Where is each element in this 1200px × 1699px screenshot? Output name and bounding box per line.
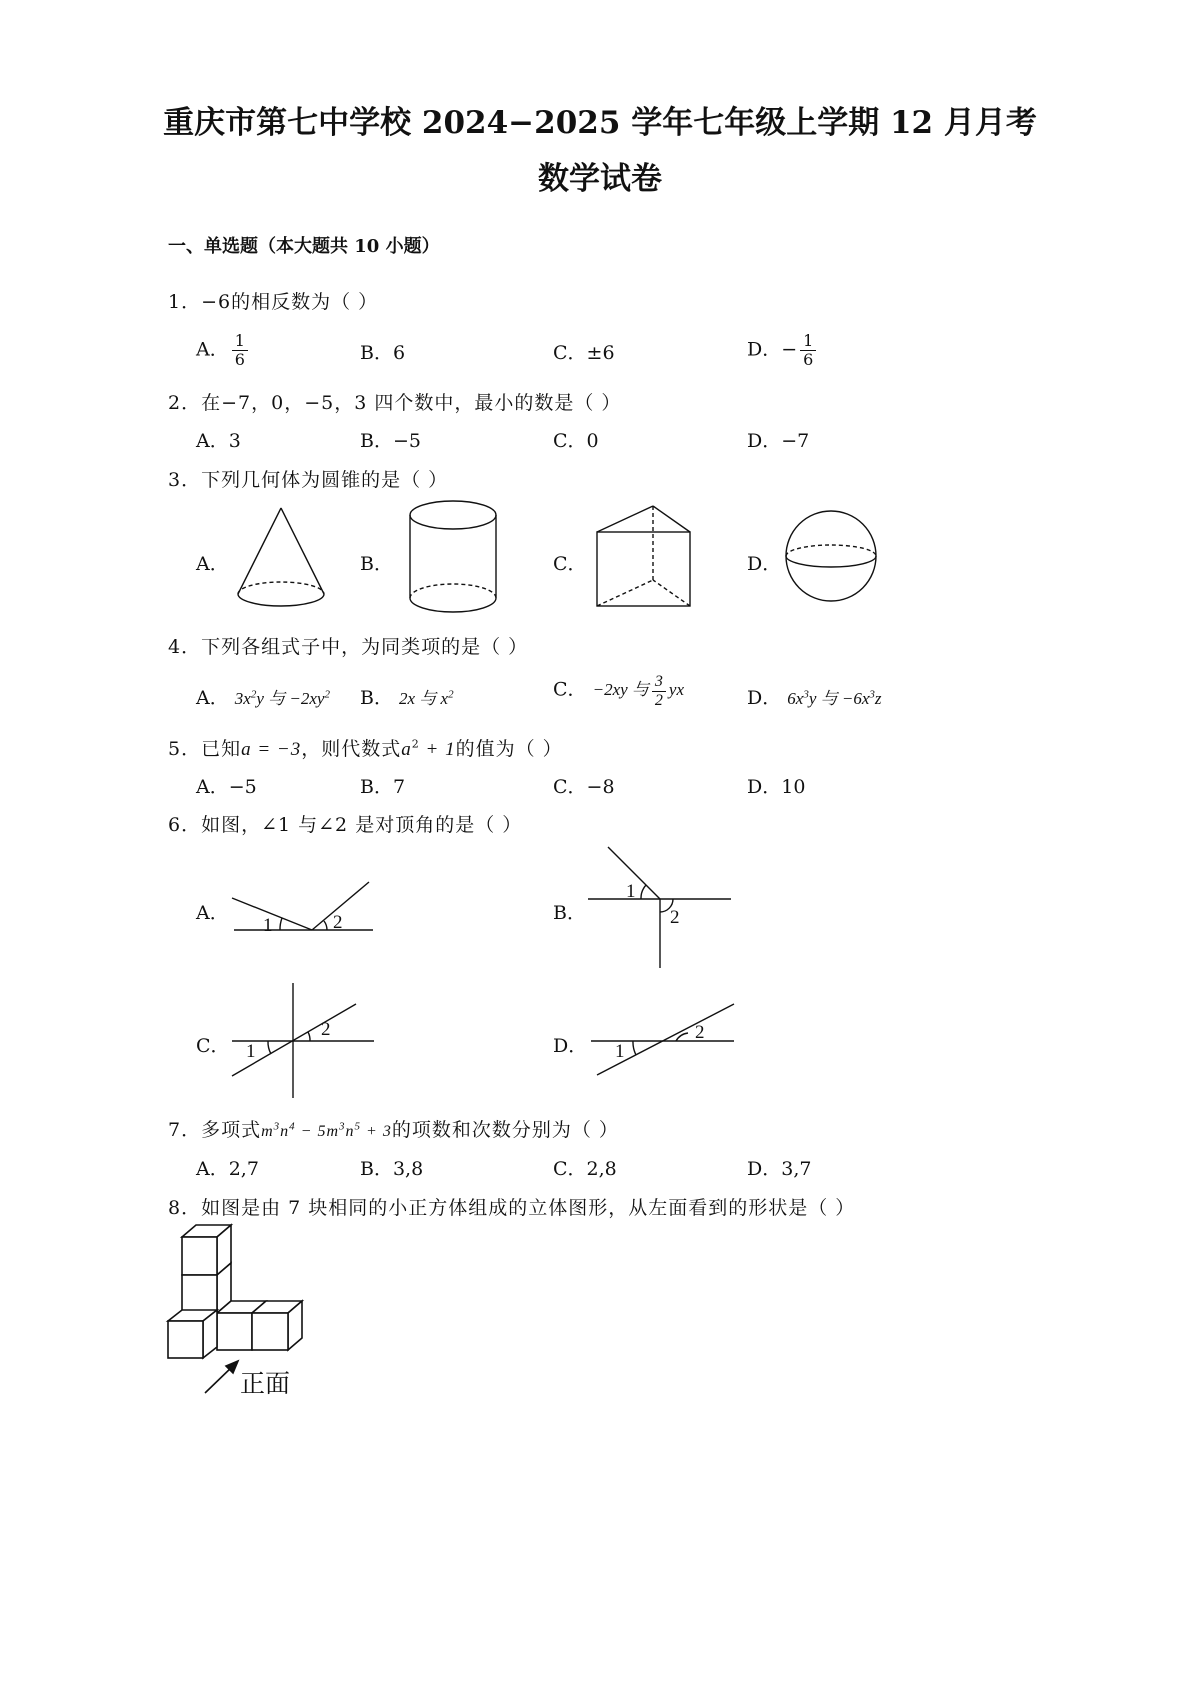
option-6c[interactable]: C． xyxy=(196,1035,230,1057)
question-8 xyxy=(168,1193,855,1220)
section-heading: 一、单选题（本大题共 10 小题） xyxy=(168,236,440,257)
angle-label-1: 1 xyxy=(626,881,636,902)
option-7a[interactable]: A．2,7 xyxy=(196,1158,259,1180)
angle-label-2: 2 xyxy=(695,1022,705,1043)
question-number: 1． xyxy=(168,291,202,313)
angle-label-2: 2 xyxy=(670,907,680,928)
angle-figure-d xyxy=(591,1004,734,1075)
option-3b[interactable]: B． xyxy=(360,553,393,575)
question-stem: 下列几何体为圆锥的是（ ） xyxy=(201,469,449,491)
option-3d[interactable]: D． xyxy=(747,553,782,575)
option-4d[interactable]: D． $6x^3y$ 与 $-6x^3z$ xyxy=(747,687,882,709)
angle-figure-b xyxy=(588,847,731,968)
question-5: 5．已知a = −3，则代数式$a^2 + 1$的值为（ ） xyxy=(168,737,563,760)
page-title: 重庆市第七中学校 2024−2025 学年七年级上学期 12 月月考 xyxy=(163,105,1037,141)
option-5a[interactable]: A．−5 xyxy=(196,776,257,798)
option-2b[interactable]: B．−5 xyxy=(360,430,421,452)
cube-stack-figure xyxy=(168,1225,302,1358)
cone-figure xyxy=(238,508,324,606)
option-6a[interactable]: A． xyxy=(196,902,229,924)
question-stem: 在−7，0，−5，3 四个数中，最小的数是（ ） xyxy=(201,392,622,414)
angle-label-1: 1 xyxy=(615,1041,625,1062)
question-number: 8． xyxy=(168,1197,202,1219)
question-number: 6． xyxy=(168,814,202,836)
angle-label-2: 2 xyxy=(333,912,343,933)
option-7d[interactable]: D．3,7 xyxy=(747,1158,812,1180)
question-number: 3． xyxy=(168,469,202,491)
option-4b[interactable]: B． 2x 与 $x^2$ xyxy=(360,687,454,709)
sphere-figure xyxy=(786,511,876,601)
question-number: 2． xyxy=(168,392,202,414)
option-6d[interactable]: D． xyxy=(553,1035,588,1057)
option-2a[interactable]: A．3 xyxy=(196,430,241,452)
option-2d[interactable]: D．−7 xyxy=(747,430,810,452)
option-label: D．− xyxy=(747,338,798,361)
option-2c[interactable]: C．0 xyxy=(553,430,599,452)
angle-figure-a xyxy=(232,882,373,936)
angle-label-1: 1 xyxy=(246,1041,256,1062)
question-number: 4． xyxy=(168,636,202,658)
question-stem: 下列各组式子中，为同类项的是（ ） xyxy=(201,636,529,658)
question-6 xyxy=(168,810,522,837)
option-5b[interactable]: B．7 xyxy=(360,776,406,798)
question-4 xyxy=(168,632,528,659)
angle-figure-c xyxy=(232,983,374,1098)
question-stem: 如图是由 7 块相同的小正方体组成的立体图形，从左面看到的形状是（ ） xyxy=(201,1197,856,1219)
prism-figure xyxy=(597,506,690,606)
page-subtitle: 数学试卷 xyxy=(538,161,662,197)
option-3a[interactable]: A． xyxy=(196,553,229,575)
angle-label-2: 2 xyxy=(321,1019,331,1040)
option-label: A． xyxy=(196,338,229,361)
arrow-icon xyxy=(205,1361,238,1393)
angle-label-1: 1 xyxy=(263,915,273,936)
option-1b[interactable]: B．6 xyxy=(360,342,406,364)
question-7: 7．多项式$m^3n^4 - 5m^3n^5 + 3$的项数和次数分别为（ ） xyxy=(168,1119,619,1141)
option-1c[interactable]: C．±6 xyxy=(553,342,615,364)
question-stem: 如图，∠1 与∠2 是对顶角的是（ ） xyxy=(201,814,523,836)
question-stem: −6的相反数为（ ） xyxy=(201,291,379,313)
fraction: $\frac{1}{6}$ xyxy=(232,332,248,369)
option-5c[interactable]: C．−8 xyxy=(553,776,615,798)
front-label: 正面 xyxy=(240,1369,291,1398)
option-4a[interactable]: A． $3x^2y$ 与 $-2xy^2$ xyxy=(196,687,330,709)
option-6b[interactable]: B． xyxy=(553,902,586,924)
fraction: $\frac{1}{6}$ xyxy=(800,332,816,369)
option-3c[interactable]: C． xyxy=(553,553,587,575)
option-7c[interactable]: C．2,8 xyxy=(553,1158,617,1180)
cylinder-figure xyxy=(410,501,496,612)
option-5d[interactable]: D．10 xyxy=(747,776,806,798)
option-4c[interactable]: C． −2xy 与 $\frac{3}{2}$ yx xyxy=(553,673,684,709)
option-7b[interactable]: B．3,8 xyxy=(360,1158,424,1180)
